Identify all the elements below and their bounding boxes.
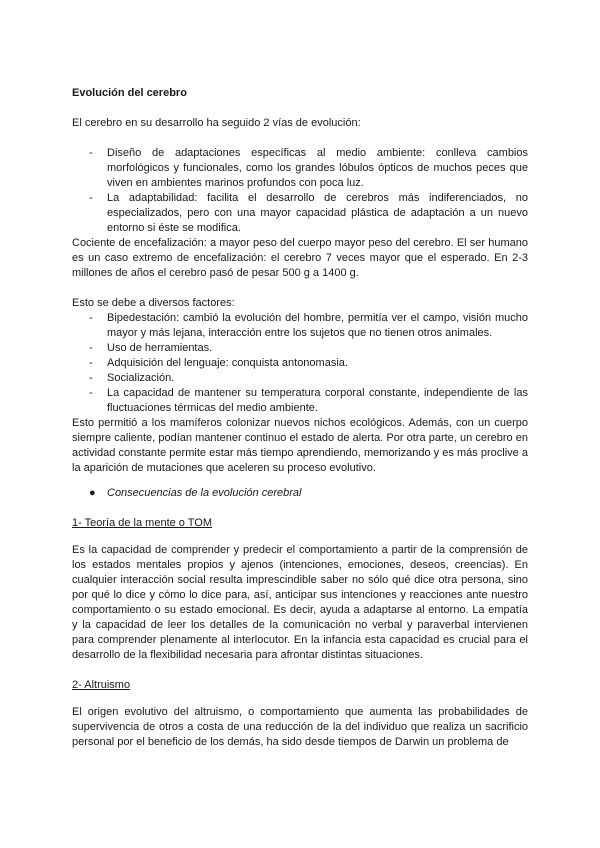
document-title: Evolución del cerebro <box>72 87 187 99</box>
section2-paragraph: El origen evolutivo del altruismo, o comportamiento que aumenta las probabilidades de supervivencia de otros a costa de una reducción de la del individuo que realiza un sacrificio personal por el beneficio de los demás, ha sido desde tiempos de Darwin un problema de <box>72 706 528 748</box>
list-item: - La adaptabilidad: facilita el desarrollo de cerebros más indiferenciados, no especializados, pero con una mayor capacidad plástica de adaptación a un nuevo entorno si éste se modifica. <box>72 191 528 236</box>
factores-intro: Esto se debe a diversos factores: <box>72 297 235 309</box>
list-item: - Bipedestación: cambió la evolución del hombre, permitía ver el campo, visión mucho mayor y más lejana, interacción entre los sujetos que no tienen otros animales. <box>72 311 528 341</box>
vias-list <box>72 146 528 236</box>
consecuencias-bullet-item <box>72 486 528 501</box>
list-item: - Uso de herramientas. <box>72 341 528 356</box>
consecuencias-label: Consecuencias de la evolución cerebral <box>107 487 302 499</box>
factores-list <box>72 311 528 416</box>
list-item: - Adquisición del lenguaje: conquista antonomasia. <box>72 356 528 371</box>
list-item: - Diseño de adaptaciones específicas al medio ambiente: conlleva cambios morfológicos y funcionales, como los grandes lóbulos ópticos de muchos peces que viven en ambientes marinos profundos con poca luz. <box>72 146 528 191</box>
section1-paragraph: Es la capacidad de comprender y predecir el comportamiento a partir de la comprensión de los estados mentales propios y ajenos (intenciones, emociones, deseos, creencias). En cualquier interacción social resulta imprescindible saber no sólo qué dice otra persona, sino por qué lo dice y cómo lo dice para, así, anticipar sus intenciones y reacciones ante nuestro comportamiento o su estado emocional. Es decir, ayuda a adaptarse al entorno. La empatía y la capacidad de leer los detalles de la comunicación no verbal y paraverbal intervienen para comprender plenamente al interlocutor. En la infancia esta capacidad es crucial para el desarrollo de la flexibilidad necesaria para afrontar distintas situaciones. <box>72 544 528 661</box>
bullet-dot: ● <box>89 487 96 499</box>
intro-paragraph: El cerebro en su desarrollo ha seguido 2 vías de evolución: <box>72 117 361 129</box>
mamiferos-paragraph: Esto permitió a los mamíferos colonizar nuevos nichos ecológicos. Además, con un cuerpo siempre caliente, podían mantener continuo el estado de alerta. Por otra parte, un cerebro en actividad constante permite estar más tiempo aprendiendo, memorizando y es más proclive a la aparición de mutaciones que aceleren su proceso evolutivo. <box>72 417 528 474</box>
section1-heading: 1- Teoría de la mente o TOM <box>72 517 213 529</box>
list-item: - Socialización. <box>72 371 528 386</box>
cociente-paragraph: Cociente de encefalización: a mayor peso del cuerpo mayor peso del cerebro. El ser humano es un caso extremo de encefalización: el cerebro 7 veces mayor que el esperado. En 2-3 millones de años el cerebro pasó de pesar 500 g a 1400 g. <box>72 237 528 279</box>
section2-heading: 2- Altruismo <box>72 679 131 691</box>
document-body <box>72 86 528 750</box>
list-item: - La capacidad de mantener su temperatura corporal constante, independiente de las fluctuaciones térmicas del medio ambiente. <box>72 386 528 416</box>
